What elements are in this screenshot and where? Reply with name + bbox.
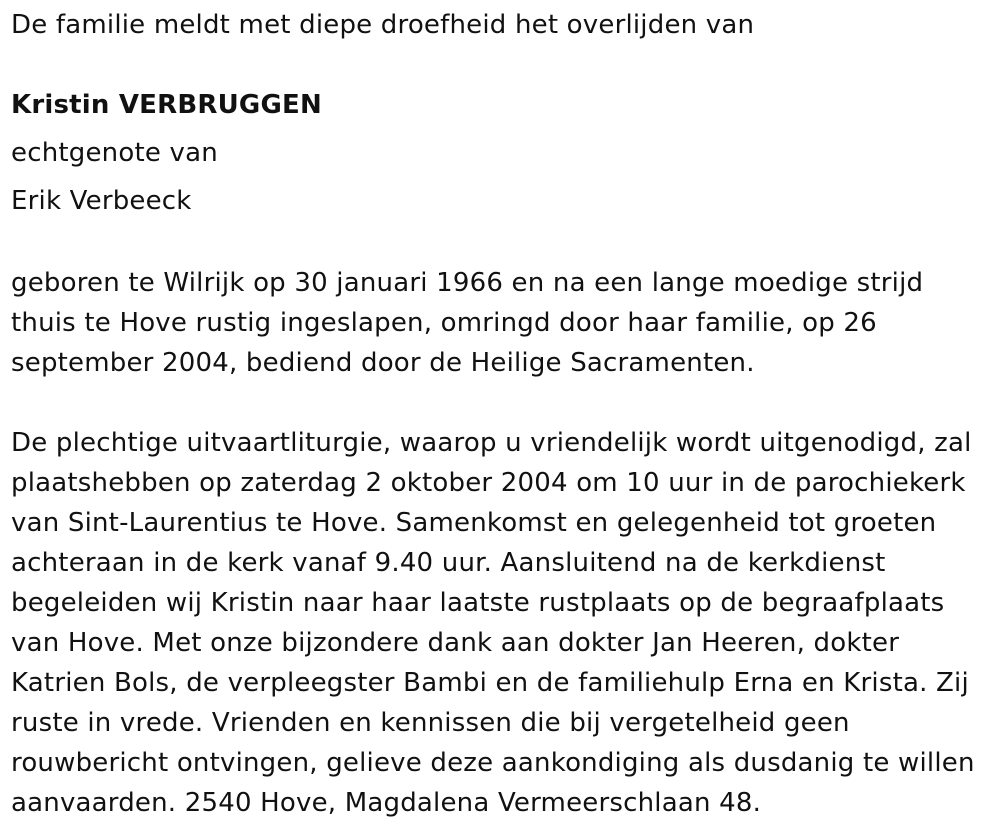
spouse-name: Erik Verbeeck [11,186,192,216]
paragraph-line: Katrien Bols, de verpleegster Bambi en de familiehulp Erna en Krista. Zij [11,668,969,698]
funeral-details-paragraph [11,423,975,823]
paragraph-line: achteraan in de kerk vanaf 9.40 uur. Aansluitend na de kerkdienst [11,548,886,578]
intro-text: De familie meldt met diepe droefheid het overlijden van [11,10,755,40]
paragraph-line: rouwbericht ontvingen, gelieve deze aankondiging als dusdanig te willen [11,748,975,778]
paragraph-line: geboren te Wilrijk op 30 januari 1966 en na een lange moedige strijd [11,268,924,298]
paragraph-line: De plechtige uitvaartliturgie, waarop u vriendelijk wordt uitgenodigd, zal [11,428,972,458]
paragraph-line: plaatshebben op zaterdag 2 oktober 2004 om 10 uur in de parochiekerk [11,468,966,498]
paragraph-line: september 2004, bediend door de Heilige Sacramenten. [11,348,755,378]
paragraph-line: aanvaarden. 2540 Hove, Magdalena Vermeerschlaan 48. [11,788,762,818]
paragraph-line: van Hove. Met onze bijzondere dank aan dokter Jan Heeren, dokter [11,628,900,658]
paragraph-line: ruste in vrede. Vrienden en kennissen die bij vergetelheid geen [11,708,850,738]
paragraph-line: van Sint-Laurentius te Hove. Samenkomst en gelegenheid tot groeten [11,508,937,538]
paragraph-line: thuis te Hove rustig ingeslapen, omringd door haar familie, op 26 [11,308,877,338]
paragraph-line: begeleiden wij Kristin naar haar laatste rustplaats op de begraafplaats [11,588,945,618]
relation-text: echtgenote van [11,138,218,168]
birth-death-paragraph [11,263,923,383]
deceased-name: Kristin VERBRUGGEN [11,90,322,120]
